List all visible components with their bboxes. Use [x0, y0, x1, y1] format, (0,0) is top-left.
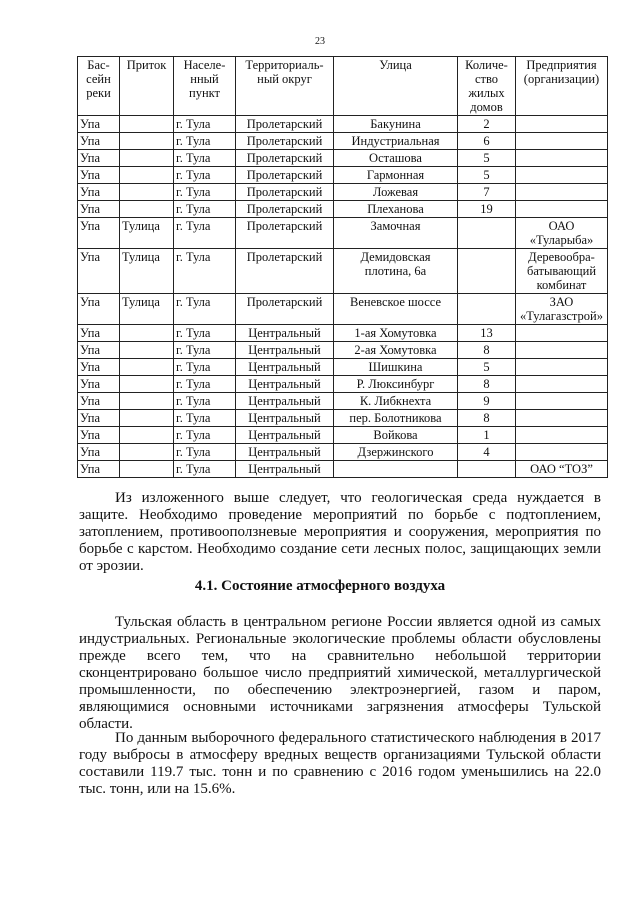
cell-tributary [120, 150, 174, 167]
table-header-row [78, 57, 608, 116]
table-row [78, 249, 608, 294]
streets-table [77, 56, 608, 478]
cell-enterprise [516, 167, 608, 184]
cell-tributary [120, 359, 174, 376]
cell-house-count [458, 249, 516, 294]
cell-house-count: 4 [458, 444, 516, 461]
cell-enterprise [516, 184, 608, 201]
table-row [78, 218, 608, 249]
cell-enterprise: ОАО «Туларыба» [516, 218, 608, 249]
cell-house-count: 7 [458, 184, 516, 201]
cell-enterprise [516, 376, 608, 393]
cell-house-count: 8 [458, 410, 516, 427]
table-row [78, 133, 608, 150]
cell-street: К. Либкнехта [334, 393, 458, 410]
cell-district: Пролетарский [236, 150, 334, 167]
cell-district: Пролетарский [236, 218, 334, 249]
cell-district: Пролетарский [236, 201, 334, 218]
cell-enterprise [516, 444, 608, 461]
header-district: Территориаль-ный округ [236, 57, 334, 116]
cell-tributary [120, 393, 174, 410]
cell-basin: Упа [78, 133, 120, 150]
cell-tributary [120, 167, 174, 184]
cell-settlement: г. Тула [174, 410, 236, 427]
table-row [78, 393, 608, 410]
cell-district: Пролетарский [236, 184, 334, 201]
cell-street: 2-ая Хомутовка [334, 342, 458, 359]
cell-settlement: г. Тула [174, 427, 236, 444]
cell-house-count [458, 218, 516, 249]
cell-tributary [120, 444, 174, 461]
cell-basin: Упа [78, 218, 120, 249]
page-number: 23 [315, 36, 325, 47]
cell-basin: Упа [78, 359, 120, 376]
cell-house-count: 8 [458, 376, 516, 393]
cell-house-count: 19 [458, 201, 516, 218]
cell-settlement: г. Тула [174, 116, 236, 133]
cell-tributary [120, 116, 174, 133]
table-row [78, 150, 608, 167]
cell-street: Дзержинского [334, 444, 458, 461]
cell-settlement: г. Тула [174, 444, 236, 461]
paragraph-3-text: По данным выборочного федерального статистического наблюдения в 2017 году выбросы в атмосферу вредных веществ организациями Тульской области составили 119.7 тыс. тонн и по сравнению с 2016 годом уменьшились на 22.0 тыс. тонн, или на 15.6%. [79, 730, 601, 797]
cell-basin: Упа [78, 461, 120, 478]
cell-settlement: г. Тула [174, 342, 236, 359]
cell-tributary [120, 201, 174, 218]
cell-basin: Упа [78, 393, 120, 410]
cell-settlement: г. Тула [174, 167, 236, 184]
cell-street: Плеханова [334, 201, 458, 218]
table-row [78, 294, 608, 325]
header-street: Улица [334, 57, 458, 116]
cell-basin: Упа [78, 150, 120, 167]
cell-district: Центральный [236, 410, 334, 427]
cell-tributary [120, 427, 174, 444]
cell-house-count [458, 294, 516, 325]
cell-settlement: г. Тула [174, 325, 236, 342]
cell-settlement: г. Тула [174, 294, 236, 325]
cell-street: Веневское шоссе [334, 294, 458, 325]
table-row [78, 184, 608, 201]
cell-basin: Упа [78, 325, 120, 342]
paragraph-2-text: Тульская область в центральном регионе России является одной из самых индустриальных. Региональные экологические проблемы области обусловлены прежде всего тем, что на сравнительно небольшой территории сконцентрировано большое число предприятий химической, металлургической промышленности, по обеспечению электроэнергией, газом и паром, являющимися основными источниками загрязнения атмосферы Тульской области. [79, 614, 601, 732]
cell-tributary: Тулица [120, 249, 174, 294]
cell-basin: Упа [78, 201, 120, 218]
cell-street: Бакунина [334, 116, 458, 133]
cell-enterprise: ЗАО «Тулагазстрой» [516, 294, 608, 325]
cell-tributary [120, 342, 174, 359]
cell-settlement: г. Тула [174, 201, 236, 218]
cell-basin: Упа [78, 444, 120, 461]
cell-tributary [120, 376, 174, 393]
table-row [78, 427, 608, 444]
cell-enterprise [516, 393, 608, 410]
header-house-count: Количе-ство жилых домов [458, 57, 516, 116]
cell-house-count: 13 [458, 325, 516, 342]
cell-district: Пролетарский [236, 167, 334, 184]
cell-district: Пролетарский [236, 294, 334, 325]
cell-settlement: г. Тула [174, 393, 236, 410]
table-row [78, 444, 608, 461]
cell-district: Центральный [236, 342, 334, 359]
table-body [78, 116, 608, 478]
header-settlement: Населе-нный пункт [174, 57, 236, 116]
cell-settlement: г. Тула [174, 376, 236, 393]
paragraph-emissions [79, 730, 601, 798]
cell-street: Ложевая [334, 184, 458, 201]
cell-settlement: г. Тула [174, 150, 236, 167]
cell-enterprise [516, 427, 608, 444]
cell-district: Центральный [236, 359, 334, 376]
cell-house-count: 5 [458, 150, 516, 167]
cell-enterprise [516, 133, 608, 150]
cell-street: Р. Люксинбург [334, 376, 458, 393]
header-tributary: Приток [120, 57, 174, 116]
cell-district: Центральный [236, 376, 334, 393]
cell-basin: Упа [78, 294, 120, 325]
cell-tributary [120, 133, 174, 150]
cell-street: Демидовская плотина, 6а [334, 249, 458, 294]
cell-district: Пролетарский [236, 133, 334, 150]
cell-district: Центральный [236, 461, 334, 478]
cell-tributary: Тулица [120, 294, 174, 325]
cell-tributary [120, 184, 174, 201]
cell-tributary [120, 461, 174, 478]
cell-basin: Упа [78, 427, 120, 444]
cell-basin: Упа [78, 167, 120, 184]
table-row [78, 359, 608, 376]
table-row [78, 325, 608, 342]
header-basin: Бас-сейн реки [78, 57, 120, 116]
cell-enterprise: ОАО “ТОЗ” [516, 461, 608, 478]
cell-district: Центральный [236, 325, 334, 342]
table-row [78, 342, 608, 359]
cell-basin: Упа [78, 184, 120, 201]
cell-house-count: 5 [458, 359, 516, 376]
cell-house-count: 2 [458, 116, 516, 133]
cell-street [334, 461, 458, 478]
cell-district: Центральный [236, 393, 334, 410]
cell-basin: Упа [78, 376, 120, 393]
cell-enterprise [516, 150, 608, 167]
cell-district: Центральный [236, 444, 334, 461]
cell-tributary [120, 325, 174, 342]
cell-enterprise [516, 201, 608, 218]
cell-street: Замочная [334, 218, 458, 249]
table-row [78, 410, 608, 427]
cell-street: Гармонная [334, 167, 458, 184]
cell-enterprise [516, 359, 608, 376]
paragraph-1-text: Из изложенного выше следует, что геологическая среда нуждается в защите. Необходимо проведение мероприятий по борьбе с подтоплением, затоплением, противооползневые мероприятия и сооружения, мероприятия по борьбе с карстом. Необходимо создание сети лесных полос, защищающих земли от эрозии. [79, 490, 601, 574]
cell-district: Пролетарский [236, 116, 334, 133]
cell-enterprise: Деревообра-батывающий комбинат [516, 249, 608, 294]
table-row [78, 376, 608, 393]
cell-basin: Упа [78, 249, 120, 294]
cell-tributary: Тулица [120, 218, 174, 249]
cell-settlement: г. Тула [174, 184, 236, 201]
cell-settlement: г. Тула [174, 218, 236, 249]
table-row [78, 201, 608, 218]
cell-settlement: г. Тула [174, 461, 236, 478]
cell-enterprise [516, 325, 608, 342]
table-row [78, 167, 608, 184]
cell-basin: Упа [78, 410, 120, 427]
cell-house-count: 1 [458, 427, 516, 444]
section-heading: 4.1. Состояние атмосферного воздуха [194, 578, 446, 594]
cell-house-count [458, 461, 516, 478]
cell-street: Войкова [334, 427, 458, 444]
cell-enterprise [516, 116, 608, 133]
paragraph-region [79, 614, 601, 733]
cell-enterprise [516, 410, 608, 427]
cell-basin: Упа [78, 342, 120, 359]
table-row [78, 461, 608, 478]
cell-street: Осташова [334, 150, 458, 167]
paragraph-geology [79, 490, 601, 575]
cell-street: 1-ая Хомутовка [334, 325, 458, 342]
header-enterprises: Предприятия (организации) [516, 57, 608, 116]
cell-settlement: г. Тула [174, 359, 236, 376]
cell-street: пер. Болотникова [334, 410, 458, 427]
cell-settlement: г. Тула [174, 133, 236, 150]
cell-district: Пролетарский [236, 249, 334, 294]
cell-basin: Упа [78, 116, 120, 133]
cell-enterprise [516, 342, 608, 359]
cell-district: Центральный [236, 427, 334, 444]
cell-house-count: 5 [458, 167, 516, 184]
cell-house-count: 8 [458, 342, 516, 359]
cell-house-count: 6 [458, 133, 516, 150]
table-row [78, 116, 608, 133]
cell-tributary [120, 410, 174, 427]
cell-street: Шишкина [334, 359, 458, 376]
cell-street: Индустриальная [334, 133, 458, 150]
cell-settlement: г. Тула [174, 249, 236, 294]
cell-house-count: 9 [458, 393, 516, 410]
